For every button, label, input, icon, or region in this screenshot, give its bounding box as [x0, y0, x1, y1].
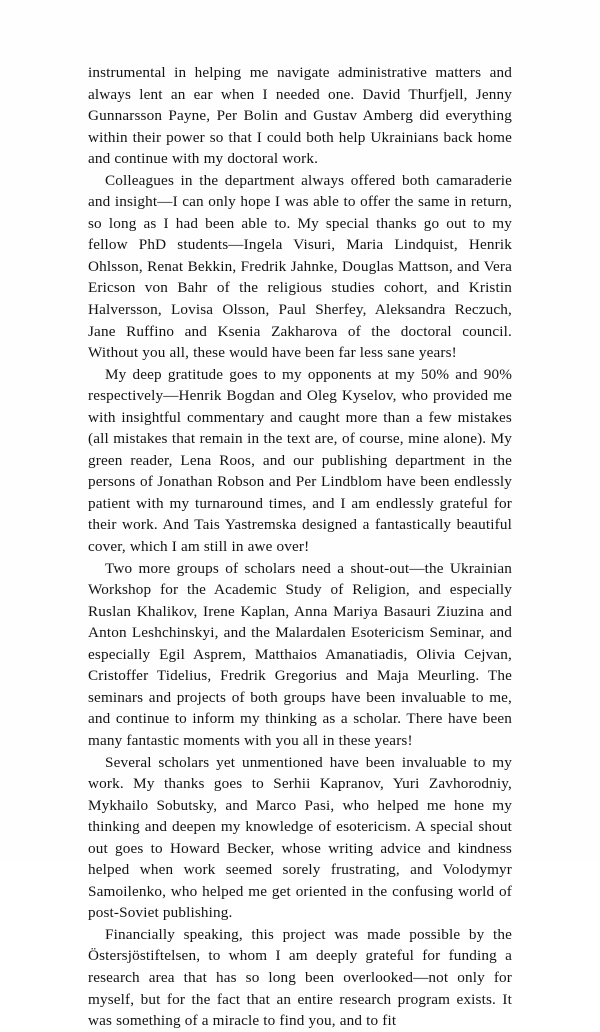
paragraph-3: My deep gratitude goes to my opponents at my 50% and 90% respectively—Henrik Bogdan and Oleg Kyselov, who provided me with insightful commentary and caught more than a few mistakes (all mistakes that remain in the text are, of course, mine alone). My green reader, Lena Roos, and our publishing department in the persons of Jonathan Robson and Per Lindblom have been endlessly patient with my turnaround times, and I am endlessly grateful for their work. And Tais Yastremska designed a fantastically beautiful cover, which I am still in awe over! — [88, 365, 512, 556]
paragraph-5: Several scholars yet unmentioned have been invaluable to my work. My thanks goes to Serhii Kapranov, Yuri Zavhorodniy, Mykhailo Sobutsky, and Marco Pasi, who helped me hone my thinking and deepen my knowledge of esotericism. A special shout out goes to Howard Becker, whose writing advice and kindness helped when work seemed sorely frustrating, and Volodymyr Samoilenko, who helped me get oriented in the confusing world of post-Soviet publishing. — [88, 753, 512, 922]
paragraph-2: Colleagues in the department always offered both camaraderie and insight—I can only hope I was able to offer the same in return, so long as I had been able to. My special thanks go out to my fellow PhD students—Ingela Visuri, Maria Lindquist, Henrik Ohlsson, Renat Bekkin, Fredrik Jahnke, Douglas Mattson, and Vera Ericson von Bahr of the religious studies cohort, and Kristin Halversson, Lovisa Olsson, Paul Sherfey, Aleksandra Reczuch, Jane Ruffino and Ksenia Zakharova of the doctoral council. Without you all, these would have been far less sane years! — [88, 171, 512, 362]
paragraph-6: Financially speaking, this project was made possible by the Östersjöstiftelsen, to whom I am deeply grateful for funding a research area that has so long been overlooked—not only for myself, but for the fact that an entire research program exists. It was something of a miracle to find you, and to fit — [88, 925, 512, 1030]
paragraph-1: instrumental in helping me navigate administrative matters and always lent an ear when I needed one. David Thurfjell, Jenny Gunnarsson Payne, Per Bolin and Gustav Amberg did everything within their power so that I could both help Ukrainians back home and continue with my doctoral work. — [88, 64, 512, 168]
body-text-column — [88, 62, 512, 1032]
paragraph-4: Two more groups of scholars need a shout-out—the Ukrainian Workshop for the Academic Study of Religion, and especially Ruslan Khalikov, Irene Kaplan, Anna Mariya Basauri Ziuzina and Anton Leshchinskyi, and the Malardalen Esotericism Seminar, and especially Egil Asprem, Matthaios Amanatiadis, Olivia Cejvan, Cristoffer Tidelius, Fredrik Gregorius and Maja Meurling. The seminars and projects of both groups have been invaluable to me, and continue to inform my thinking as a scholar. There have been many fantastic moments with you all in these years! — [88, 559, 512, 749]
